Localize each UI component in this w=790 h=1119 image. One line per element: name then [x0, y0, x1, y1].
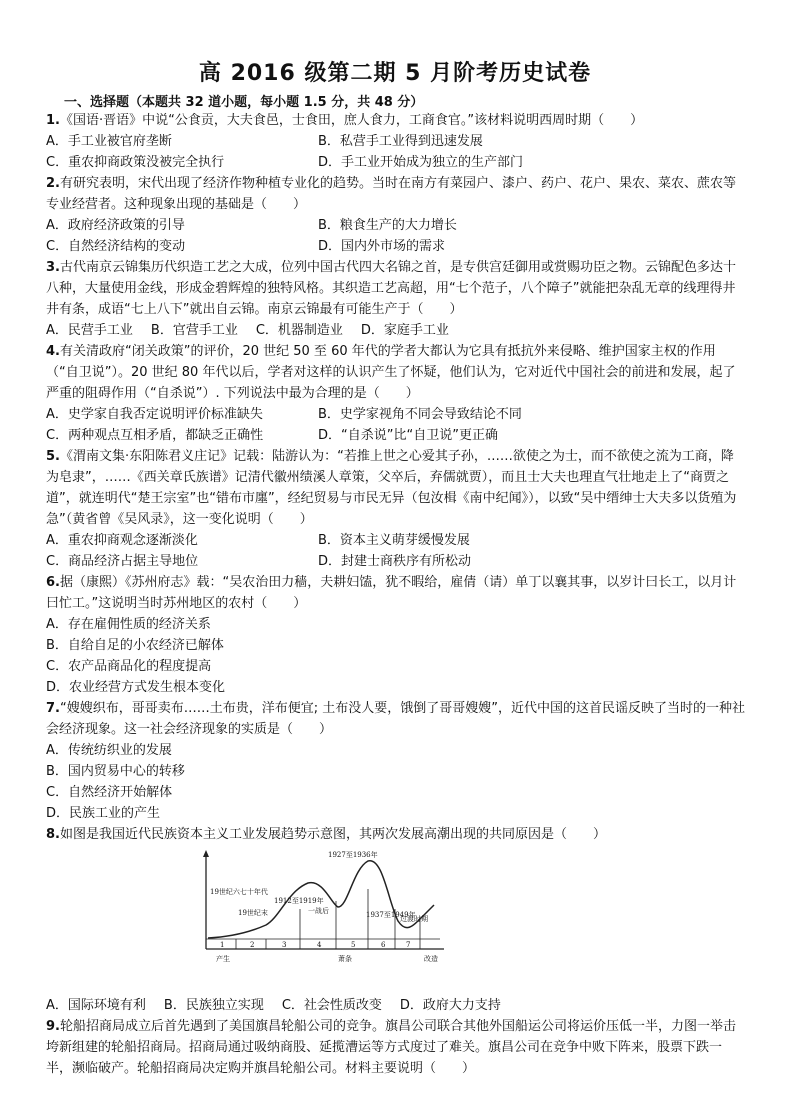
segment-number: 6: [381, 941, 386, 949]
option-c: C．机器制造业: [255, 323, 343, 338]
question-number: 7.: [46, 701, 60, 716]
label-late-19th: 19世纪末: [238, 909, 268, 917]
y-axis-arrow: [203, 850, 209, 857]
question-stem: 有关清政府“闭关政策”的评价，20 世纪 50 至 60 年代的学者大都认为它具有抵抗外来侵略、维护国家主权的作用（“自卫说”）。20 世纪 80 年代以后，学者对这样的认识产生了怀疑，他们认为，它对近代中国社会的前进和发展，起了严重的阻碍作用（“自杀说”）. 下列说法中最为合理的是（ ）: [46, 344, 736, 401]
label-1912-1919: 1912至1919年: [274, 897, 324, 905]
question-stem: 据（康熙）《苏州府志》载：“吴农治田力穑，夫耕妇馌，犹不暇给，雇倩（请）单丁以襄其事，以岁计曰长工，以月计曰忙工。”这说明当时苏州地区的农村（ ）: [46, 575, 737, 611]
question-6: [46, 572, 746, 698]
option-c: C．社会性质改变: [281, 998, 382, 1013]
question-8: [46, 824, 746, 1016]
options: [46, 995, 746, 1016]
question-2: [46, 173, 746, 257]
option-c: C．两种观点互相矛盾，都缺乏正确性: [46, 428, 264, 443]
question-number: 2.: [46, 176, 60, 191]
trend-diagram-svg: [198, 849, 448, 989]
option-a: A．重农抑商观念逐渐淡化: [46, 533, 198, 548]
option-d: D．民族工业的产生: [46, 806, 161, 821]
option-d: D．农业经营方式发生根本变化: [46, 680, 226, 695]
option-c: C．自然经济结构的变动: [46, 239, 186, 254]
industry-trend-figure: [198, 849, 448, 989]
option-c: C．自然经济开始解体: [46, 785, 173, 800]
option-c: C．重农抑商政策没被完全执行: [46, 155, 225, 170]
question-9: [46, 1016, 746, 1079]
stage-label-depression: 萧条: [338, 955, 352, 963]
label-transition: 过渡时期: [400, 915, 428, 923]
option-d: D．国内外市场的需求: [318, 239, 446, 254]
question-1: [46, 110, 746, 173]
question-stem: 《国语·晋语》中说“公食贡，大夫食邑，士食田，庶人食力，工商食官。”该材料说明西周时期（ ）: [59, 113, 644, 128]
label-post-ww1: 一战后: [308, 907, 329, 915]
option-c: C．商品经济占据主导地位: [46, 554, 199, 569]
option-c: C．农产品商品化的程度提高: [46, 659, 212, 674]
question-number: 4.: [46, 344, 60, 359]
option-a: A．政府经济政策的引导: [46, 218, 185, 233]
question-number: 5.: [46, 449, 60, 464]
options: [46, 740, 746, 824]
segment-number: 2: [250, 941, 255, 949]
stage-label-transformation: 改造: [424, 955, 438, 963]
question-number: 6.: [46, 575, 60, 590]
options: [46, 404, 746, 446]
question-stem: 古代南京云锦集历代织造工艺之大成，位列中国古代四大名锦之首，是专供宫廷御用或赏赐功臣之物。云锦配色多达十八种，大量使用金线，形成金碧辉煌的独特风格。其织造工艺高超，用“七个范子，八个障子”就能把杂乱无章的线理得井井有条，成语“七上八下”就出自云锦。南京云锦最有可能生产于（ ）: [46, 260, 736, 317]
question-4: [46, 341, 746, 446]
question-5: [46, 446, 746, 572]
question-7: [46, 698, 746, 824]
segment-number: 1: [220, 941, 225, 949]
label-1860s: 19世纪六七十年代: [210, 888, 268, 896]
question-number: 9.: [46, 1019, 60, 1034]
label-1927-1936: 1927至1936年: [328, 851, 378, 859]
options: [46, 530, 746, 572]
options: [46, 614, 746, 698]
stage-label-emergence: 产生: [216, 955, 230, 963]
segment-number: 4: [317, 941, 322, 949]
segment-number: 5: [351, 941, 356, 949]
option-b: B．民族独立实现: [163, 998, 264, 1013]
option-d: D．“自杀说”比“自卫说”更正确: [318, 428, 498, 443]
option-a: A．存在雇佣性质的经济关系: [46, 617, 211, 632]
option-b: B．国内贸易中心的转移: [46, 764, 185, 779]
question-stem: 如图是我国近代民族资本主义工业发展趋势示意图，其两次发展高潮出现的共同原因是（ ）: [59, 827, 606, 842]
question-number: 3.: [46, 260, 60, 275]
question-stem: “嫂嫂织布，哥哥卖布……土布贵，洋布便宜; 土布没人要，饿倒了哥哥嫂嫂”，近代中国的这首民谣反映了当时的一种社会经济现象。这一社会经济现象的实质是（ ）: [46, 701, 745, 737]
option-b: B．史学家视角不同会导致结论不同: [318, 407, 522, 422]
question-stem: 《渭南文集·东阳陈君义庄记》记载：陆游认为：“若推上世之心爱其子孙，……欲使之为士，而不欲使之流为工商，降为皂隶”，……《西关章氏族谱》记清代徽州绩溪人章策，父卒后，弃儒就贾），而且士大夫也理直气壮地走上了“商贾之道”，就连明代“楚王宗室”也“错布市廛”，经纪贸易与市民无异（包汝楫《南中纪闻》），以致“吴中缙绅士大夫多以货殖为急”（黄省曾《吴风录》，这一变化说明（ ）: [46, 449, 737, 527]
option-b: B．资本主义萌芽缓慢发展: [318, 533, 470, 548]
option-b: B．自给自足的小农经济已解体: [46, 638, 224, 653]
option-d: D．封建士商秩序有所松动: [318, 554, 472, 569]
option-d: D．政府大力支持: [399, 998, 501, 1013]
question-stem: 轮船招商局成立后首先遇到了美国旗昌轮船公司的竞争。旗昌公司联合其他外国船运公司将运价压低一半，力图一举击垮新组建的轮船招商局。招商局通过吸纳商股、延揽漕运等方式度过了难关。旗昌公司在竞争中败下阵来，股票下跌一半，濒临破产。轮船招商局决定购并旗昌轮船公司。材料主要说明（ ）: [46, 1019, 736, 1076]
options: [46, 320, 746, 341]
question-number: 8.: [46, 827, 60, 842]
page-title: 高 2016 级第二期 5 月阶考历史试卷: [198, 61, 592, 86]
option-b: B．私营手工业得到迅速发展: [318, 134, 483, 149]
option-b: B．粮食生产的大力增长: [318, 218, 457, 233]
option-a: A．民营手工业: [46, 323, 133, 338]
segment-number: 7: [406, 941, 411, 949]
options: [46, 131, 746, 173]
question-list: [46, 110, 746, 1079]
option-a: A．国际环境有利: [46, 998, 146, 1013]
option-b: B．官营手工业: [150, 323, 238, 338]
label-1937-1949: 1937至1949年: [366, 911, 416, 919]
option-d: D．手工业开始成为独立的生产部门: [318, 155, 524, 170]
question-number: 1.: [46, 113, 60, 128]
option-a: A．史学家自我否定说明评价标准缺失: [46, 407, 263, 422]
option-a: A．手工业被官府垄断: [46, 134, 172, 149]
question-3: [46, 257, 746, 341]
option-a: A．传统纺织业的发展: [46, 743, 172, 758]
option-d: D．家庭手工业: [360, 323, 449, 338]
segment-number: 3: [282, 941, 287, 949]
options: [46, 215, 746, 257]
section-heading: 一、选择题（本题共 32 道小题，每小题 1.5 分，共 48 分）: [64, 95, 424, 110]
question-stem: 有研究表明，宋代出现了经济作物种植专业化的趋势。当时在南方有菜园户、漆户、药户、花户、果农、菜农、蔗农等专业经营者。这种现象出现的基础是（ ）: [46, 176, 736, 212]
